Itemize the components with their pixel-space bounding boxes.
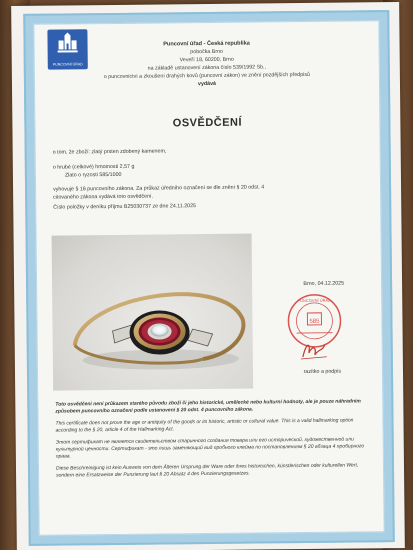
- disclaimer-russian: Этот сертификат не является свидетельством старинного создания товара или его исторической, художественной или культурной ценности. Сертификат - это лишь заменяющий вид пробного клейма по постановлениям § 20 абзаца 4 пробирного права.: [55, 436, 365, 460]
- disclaimer-german: Diese Beschreinigung ist kein Ausweis von dem Älteren Ursprung der Ware oder ihres historischen, künstlerischen oder kulturellen Wert, sondern eine Ersatzweise der Punzierung laut § 20 Absatz 4 des Punzierungsgesetzes.: [55, 462, 359, 479]
- signature-area: [242, 280, 373, 401]
- compliance-line-2: citovaného zákona vydává toto osvědčení.: [53, 193, 154, 201]
- certificate-border: [23, 10, 395, 546]
- svg-text:585: 585: [309, 318, 320, 325]
- compliance-line-1: vyhovuje § 16 puncovního zákona. Za průkaz úředního označení se dle znění § 20 odst. 4: [53, 184, 265, 193]
- place-and-date: Brno, 04.12.2025: [303, 280, 345, 288]
- item-description: o tom, že zboží: zlatý prsten zdobený kamenem,: [52, 148, 167, 156]
- office-address: Veveří 18, 60200, Brno: [179, 56, 234, 64]
- disclaimer-czech: Toto osvědčení není průkazem starého původu zboží či jeho historické, umělecké nebo kulturní hodnoty, ale je pouze náhradním způsobem puncovního označení podle ustanovení § 20 odst. 4 puncovního zákona.: [55, 398, 361, 415]
- stamp-text: PUNCOVNÍ ÚŘAD: [297, 297, 332, 304]
- item-weight: o hrubé (celkové) hmotnosti 2,57 g: [52, 163, 135, 171]
- ring-image: [52, 234, 254, 391]
- compliance-statement: [53, 182, 361, 201]
- office-name: Puncovní úřad - Česká republika: [163, 40, 250, 48]
- law-reference-2: o puncovnictví a zkoušení drahých kovů (puncovní zákon) ve znění pozdějších předpisů: [103, 71, 310, 81]
- certificate-title: OSVĚDČENÍ: [172, 116, 243, 130]
- signature-icon: [299, 339, 329, 363]
- logo-text: PUNCOVNÍ ÚŘAD: [52, 62, 83, 68]
- disclaimer-notes: [55, 398, 368, 484]
- stamp-signature-label: razítko a podpis: [303, 368, 342, 376]
- disclaimer-english: This certificate does not prove the age or antiquity of the goods or its historic, artistic or cultural value. This is a valid hallmarking option according to the § 20, article 4 of the Hallmarking Act.: [55, 417, 354, 434]
- law-reference-1: na základě ustanovení zákona číslo 539/1992 Sb.,: [147, 64, 267, 72]
- item-fineness: Zlato o ryzosti 585/1000: [64, 171, 122, 179]
- branch-name: pobočka Brno: [190, 48, 224, 56]
- certificate-sheet: [11, 2, 405, 550]
- item-number: Číslo položky v deníku příjmu B25030737 ze dne 24.11.2025: [53, 203, 197, 211]
- ring-photo: [52, 234, 254, 391]
- issues-label: vydává: [197, 80, 216, 88]
- certificate-header: [34, 38, 380, 90]
